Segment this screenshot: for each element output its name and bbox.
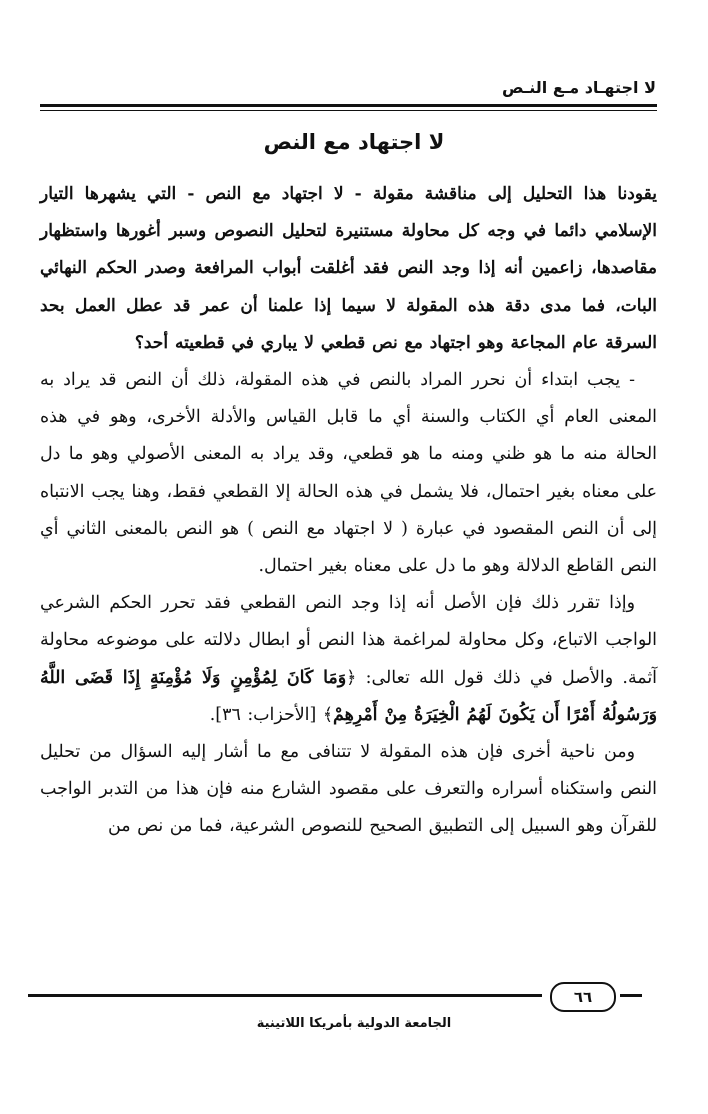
header-rule [40,104,657,107]
footer-rule-right [620,994,642,997]
quran-verse: وَمَا كَانَ لِمُؤْمِنٍ وَلَا مُؤْمِنَةٍ إِذَا قَضَى اللَّهُ وَرَسُولُهُ أَمْرًا أَن يَكُونَ لَهُمُ الْخِيَرَةُ مِنْ أَمْرِهِمْ [40,667,657,725]
header-rule-thin [40,110,657,111]
footer-institution: الجامعة الدولية بأمريكا اللاتينية [256,1016,452,1031]
footer-rule-left [28,994,542,997]
paragraph-quran-evidence [40,585,657,734]
running-header: لا اجتهـاد مـع النـص [501,78,656,97]
paragraph-definition: - يجب ابتداء أن نحرر المراد بالنص في هذه المقولة، ذلك أن النص قد يراد به المعنى العام أي الكتاب والسنة أي ما قابل القياس والأدلة الأخرى، وهو في هذه الحالة منه ما هو ظني ومنه ما هو قطعي، وقد يراد به المعنى الأصولي وهو ما دل على معناه بغير احتمال، فلا يشمل في هذه الحالة إلا القطعي فقط، وهنا يجب الانتباه إلى أن النص المقصود في عبارة ( لا اجتهاد مع النص ) هو النص بالمعنى الثاني أي النص القاطع الدلالة وهو ما دل على معناه بغير احتمال. [40,370,657,577]
quote-open-bracket: ﴿ [346,667,357,688]
paragraph-analysis: ومن ناحية أخرى فإن هذه المقولة لا تتنافى مع ما أشار إليه السؤال من تحليل النص واستكناه أسراره والتعرف على مقصود الشارع منه فإن هذا من التدبر الواجب للقرآن وهو السبيل إلى التطبيق الصحيح للنصوص الشرعية، فما من نص من [40,742,657,837]
verse-reference: [الأحزاب: ٣٦]. [209,704,317,725]
paragraph-quran-lead: وإذا تقرر ذلك فإن الأصل أنه إذا وجد النص القطعي فقد تحرر الحكم الشرعي الواجب الاتباع، وكل محاولة لمراغمة هذا النص أو ابطال دلالته على موضوعه محاولة آثمة. والأصل في ذلك قول الله تعالى: [40,593,657,688]
section-title: لا اجتهاد مع النص [263,130,445,154]
quote-close-bracket: ﴾ [322,704,334,725]
page-number: ٦٦ [550,982,616,1012]
body-text [40,176,657,846]
paragraph-intro: يقودنا هذا التحليل إلى مناقشة مقولة - لا اجتهاد مع النص - التي يشهرها التيار الإسلامي دائما في وجه كل محاولة مستنيرة لتحليل النصوص وسبر أغورها واستظهار مقاصدها، زاعمين أنه إذا وجد النص فقد أغلقت أبواب المرافعة وصدر الحكم النهائي البات، فما مدى دقة هذه المقولة لا سيما إذا علمنا أن عمر قد عطل العمل بحد السرقة عام المجاعة وهو اجتهاد مع نص قطعي لا يباري في قطعيته أحد؟ [40,184,657,353]
